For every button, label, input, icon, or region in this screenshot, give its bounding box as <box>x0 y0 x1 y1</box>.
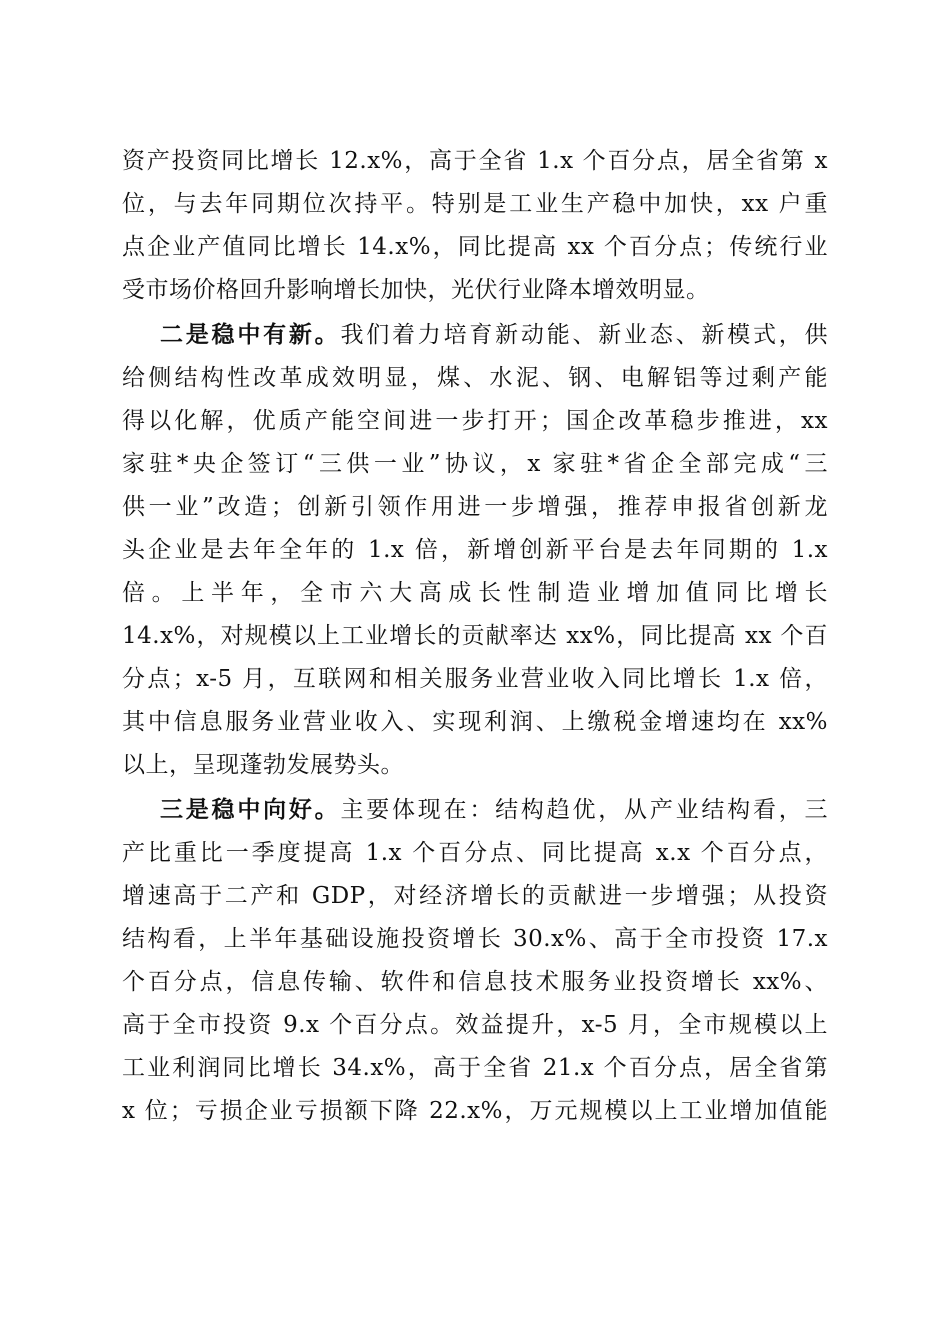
paragraph-section-2 <box>122 314 828 787</box>
text-line: 14.x%，对规模以上工业增长的贡献率达 xx%，同比提高 xx 个百 <box>122 623 828 649</box>
text-line: 位，与去年同期位次持平。特别是工业生产稳中加快，xx 户重 <box>122 191 828 217</box>
text-line: 产比重比一季度提高 1.x 个百分点、同比提高 x.x 个百分点， <box>122 840 828 866</box>
text-line: 家驻*央企签订“三供一业”协议，x 家驻*省企全部完成“三 <box>122 451 828 477</box>
text-line: 倍。上半年，全市六大高成长性制造业增加值同比增长 <box>122 580 828 606</box>
text-span: 主要体现在：结构趋优，从产业结构看，三 <box>340 797 828 823</box>
text-line: 给侧结构性改革成效明显，煤、水泥、钢、电解铝等过剩产能 <box>122 365 828 391</box>
text-line: 头企业是去年全年的 1.x 倍，新增创新平台是去年同期的 1.x <box>122 537 828 563</box>
text-line: 得以化解，优质产能空间进一步打开；国企改革稳步推进，xx <box>122 408 828 434</box>
text-line: 增速高于二产和 GDP，对经济增长的贡献进一步增强；从投资 <box>122 883 828 909</box>
text-line: 以上，呈现蓬勃发展势头。 <box>122 752 404 778</box>
document-body <box>122 140 828 1133</box>
text-line <box>122 789 828 832</box>
text-line: 高于全市投资 9.x 个百分点。效益提升，x-5 月，全市规模以上 <box>122 1012 828 1038</box>
text-line: 其中信息服务业营业收入、实现利润、上缴税金增速均在 xx% <box>122 709 828 735</box>
text-line: 受市场价格回升影响增长加快，光伏行业降本增效明显。 <box>122 277 710 303</box>
text-line: 点企业产值同比增长 14.x%，同比提高 xx 个百分点；传统行业 <box>122 234 828 260</box>
text-line: 个百分点，信息传输、软件和信息技术服务业投资增长 xx%、 <box>122 969 828 995</box>
section-heading: 三是稳中向好。 <box>160 797 341 823</box>
text-span: 我们着力培育新动能、新业态、新模式，供 <box>340 322 828 348</box>
text-line <box>122 314 828 357</box>
text-line: 分点；x-5 月，互联网和相关服务业营业收入同比增长 1.x 倍， <box>122 666 828 692</box>
paragraph-continuation <box>122 140 828 312</box>
text-line: 工业利润同比增长 34.x%，高于全省 21.x 个百分点，居全省第 <box>122 1055 828 1081</box>
text-line: x 位；亏损企业亏损额下降 22.x%，万元规模以上工业增加值能 <box>122 1098 828 1124</box>
text-line: 结构看，上半年基础设施投资增长 30.x%、高于全市投资 17.x <box>122 926 828 952</box>
section-heading: 二是稳中有新。 <box>160 322 341 348</box>
paragraph-section-3 <box>122 789 828 1133</box>
text-line: 资产投资同比增长 12.x%，高于全省 1.x 个百分点，居全省第 x <box>122 148 828 174</box>
text-line: 供一业”改造；创新引领作用进一步增强，推荐申报省创新龙 <box>122 494 828 520</box>
